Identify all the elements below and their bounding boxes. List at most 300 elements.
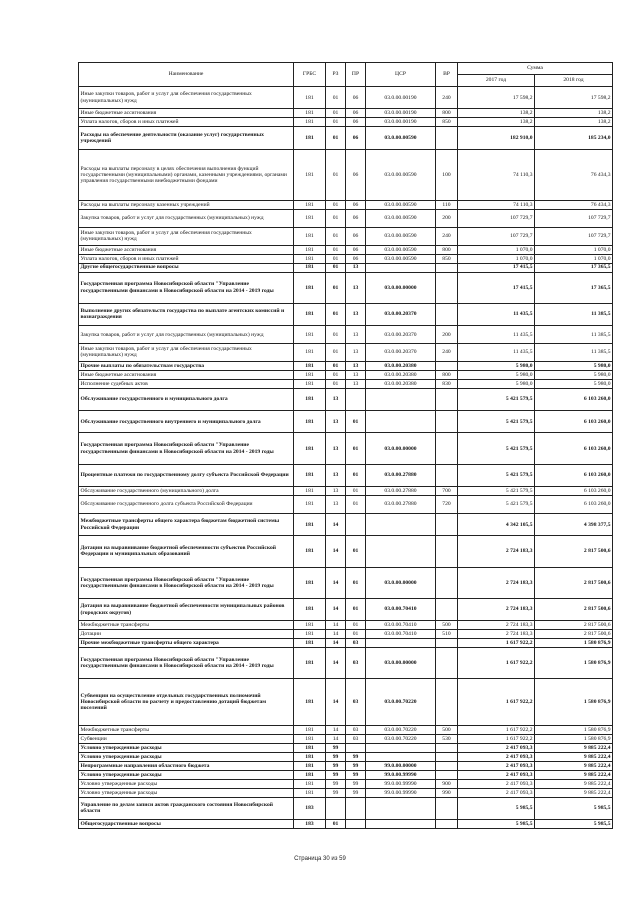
cell-sum-2017: 11 435,5 — [458, 326, 535, 344]
cell-vr: 240 — [436, 227, 458, 245]
cell-sum-2018: 2 817 500,6 — [535, 598, 613, 620]
cell-grbs: 181 — [294, 567, 326, 598]
cell-pr: 06 — [346, 254, 366, 263]
cell-csr: 99.0.00.99990 — [366, 779, 436, 788]
cell-vr: 990 — [436, 788, 458, 797]
cell-sum-2017: 11 435,5 — [458, 303, 535, 325]
cell-vr: 800 — [436, 245, 458, 254]
table-row — [79, 411, 613, 433]
cell-rz: 01 — [326, 379, 346, 388]
cell-csr: 03.0.00.00000 — [366, 567, 436, 598]
table-row — [79, 630, 613, 639]
cell-vr: 500 — [436, 726, 458, 735]
header-rz: РЗ — [326, 63, 346, 87]
table-row — [79, 370, 613, 379]
table-row — [79, 735, 613, 744]
cell-grbs: 181 — [294, 433, 326, 464]
cell-csr: 03.0.00.70410 — [366, 630, 436, 639]
cell-sum-2018: 1 580 876,9 — [535, 648, 613, 679]
cell-rz: 01 — [326, 127, 346, 149]
cell-name: Обслуживание государственного (муниципального) долга — [79, 487, 294, 496]
cell-csr — [366, 513, 436, 535]
cell-grbs: 181 — [294, 679, 326, 726]
cell-grbs: 181 — [294, 744, 326, 753]
cell-sum-2018: 107 729,7 — [535, 209, 613, 227]
cell-vr — [436, 433, 458, 464]
cell-sum-2017: 5 421 579,5 — [458, 411, 535, 433]
cell-sum-2017: 74 110,3 — [458, 149, 535, 200]
cell-rz: 13 — [326, 464, 346, 486]
cell-name: Дотации — [79, 630, 294, 639]
cell-sum-2017: 1 617 922,2 — [458, 726, 535, 735]
cell-pr — [346, 744, 366, 753]
cell-name: Обслуживание государственного внутреннего и муниципального долга — [79, 411, 294, 433]
cell-sum-2018: 2 817 500,6 — [535, 536, 613, 567]
cell-pr: 01 — [346, 630, 366, 639]
cell-pr: 06 — [346, 127, 366, 149]
cell-grbs: 181 — [294, 370, 326, 379]
cell-pr: 06 — [346, 209, 366, 227]
cell-rz: 01 — [326, 149, 346, 200]
table-row — [79, 797, 613, 819]
cell-rz: 01 — [326, 118, 346, 127]
cell-name: Иные бюджетные ассигнования — [79, 370, 294, 379]
cell-vr: 510 — [436, 630, 458, 639]
cell-sum-2018: 9 885 222,4 — [535, 744, 613, 753]
cell-sum-2017: 2 724 183,3 — [458, 621, 535, 630]
cell-vr — [436, 679, 458, 726]
cell-sum-2017: 1 070,0 — [458, 254, 535, 263]
cell-sum-2017: 17 415,5 — [458, 263, 535, 272]
table-row — [79, 201, 613, 210]
cell-rz: 99 — [326, 753, 346, 762]
cell-pr: 03 — [346, 648, 366, 679]
cell-vr: 800 — [436, 109, 458, 118]
cell-sum-2017: 2 724 183,3 — [458, 536, 535, 567]
cell-name: Субвенции — [79, 735, 294, 744]
cell-csr: 03.0.00.00000 — [366, 272, 436, 303]
cell-grbs: 183 — [294, 797, 326, 819]
cell-vr — [436, 820, 458, 829]
cell-sum-2017: 2 417 093,3 — [458, 753, 535, 762]
cell-rz: 13 — [326, 487, 346, 496]
cell-grbs: 181 — [294, 227, 326, 245]
cell-sum-2017: 107 729,7 — [458, 227, 535, 245]
cell-sum-2017: 2 417 093,3 — [458, 788, 535, 797]
cell-pr: 06 — [346, 87, 366, 109]
cell-pr: 13 — [346, 326, 366, 344]
cell-vr: 200 — [436, 326, 458, 344]
cell-grbs: 181 — [294, 254, 326, 263]
cell-grbs: 181 — [294, 630, 326, 639]
cell-sum-2018: 17 365,5 — [535, 272, 613, 303]
cell-rz — [326, 797, 346, 819]
cell-name: Закупка товаров, работ и услуг для государственных (муниципальных) нужд — [79, 326, 294, 344]
cell-pr: 06 — [346, 245, 366, 254]
cell-rz: 01 — [326, 326, 346, 344]
cell-sum-2017: 5 421 579,5 — [458, 464, 535, 486]
cell-pr: 03 — [346, 679, 366, 726]
cell-sum-2018: 5 985,5 — [535, 820, 613, 829]
cell-rz: 14 — [326, 630, 346, 639]
cell-sum-2017: 1 617 922,2 — [458, 735, 535, 744]
cell-vr — [436, 411, 458, 433]
cell-sum-2018: 138,2 — [535, 118, 613, 127]
header-vr: ВР — [436, 63, 458, 87]
cell-rz: 14 — [326, 679, 346, 726]
cell-csr — [366, 263, 436, 272]
cell-vr — [436, 797, 458, 819]
header-year-2018: 2018 год — [535, 75, 613, 87]
cell-sum-2017: 1 617 922,2 — [458, 679, 535, 726]
cell-csr: 03.0.00.70410 — [366, 621, 436, 630]
cell-grbs: 181 — [294, 496, 326, 514]
cell-sum-2018: 9 885 222,4 — [535, 762, 613, 771]
cell-csr: 03.0.00.20370 — [366, 303, 436, 325]
cell-sum-2017: 1 617 922,2 — [458, 639, 535, 648]
cell-grbs: 181 — [294, 272, 326, 303]
cell-vr — [436, 744, 458, 753]
cell-csr: 03.0.00.20380 — [366, 379, 436, 388]
header-name: Наименование — [79, 63, 294, 87]
cell-grbs: 181 — [294, 753, 326, 762]
cell-name: Государственная программа Новосибирской области "Управление государственными финансами в Новосибирской области на 2014 - 2019 годы — [79, 272, 294, 303]
cell-sum-2018: 9 885 222,4 — [535, 788, 613, 797]
cell-name: Уплата налогов, сборов и иных платежей — [79, 118, 294, 127]
cell-pr: 01 — [346, 536, 366, 567]
cell-rz: 01 — [326, 344, 346, 362]
cell-grbs: 181 — [294, 762, 326, 771]
table-row — [79, 326, 613, 344]
cell-vr: 700 — [436, 487, 458, 496]
cell-sum-2018: 6 103 260,0 — [535, 411, 613, 433]
cell-csr: 03.0.00.27880 — [366, 487, 436, 496]
cell-sum-2017: 2 724 183,3 — [458, 567, 535, 598]
cell-csr — [366, 411, 436, 433]
cell-name: Управление по делам записи актов гражданского состояния Новосибирской области — [79, 797, 294, 819]
table-row — [79, 513, 613, 535]
cell-vr: 530 — [436, 735, 458, 744]
table-row — [79, 118, 613, 127]
header-csr: ЦСР — [366, 63, 436, 87]
header-sum: Сумма — [458, 63, 613, 75]
cell-pr — [346, 513, 366, 535]
cell-csr: 03.0.00.20380 — [366, 370, 436, 379]
cell-pr: 99 — [346, 779, 366, 788]
cell-rz: 14 — [326, 726, 346, 735]
cell-csr: 03.0.00.70220 — [366, 735, 436, 744]
cell-csr: 03.0.00.70220 — [366, 726, 436, 735]
cell-rz: 99 — [326, 770, 346, 779]
cell-sum-2018: 5 985,5 — [535, 797, 613, 819]
cell-grbs: 183 — [294, 820, 326, 829]
cell-sum-2018: 6 103 260,0 — [535, 388, 613, 410]
table-row — [79, 227, 613, 245]
table-row — [79, 87, 613, 109]
cell-sum-2017: 107 729,7 — [458, 209, 535, 227]
cell-pr: 13 — [346, 344, 366, 362]
cell-csr: 03.0.00.00190 — [366, 87, 436, 109]
cell-grbs: 181 — [294, 361, 326, 370]
cell-pr: 01 — [346, 487, 366, 496]
cell-rz: 99 — [326, 744, 346, 753]
cell-grbs: 181 — [294, 326, 326, 344]
cell-csr: 03.0.00.00590 — [366, 149, 436, 200]
cell-sum-2018: 4 398 377,5 — [535, 513, 613, 535]
cell-grbs: 181 — [294, 621, 326, 630]
cell-csr: 03.0.00.20370 — [366, 326, 436, 344]
cell-rz: 14 — [326, 621, 346, 630]
cell-grbs: 181 — [294, 598, 326, 620]
cell-csr: 03.0.00.27880 — [366, 496, 436, 514]
cell-grbs: 181 — [294, 118, 326, 127]
table-row — [79, 209, 613, 227]
cell-pr: 01 — [346, 496, 366, 514]
cell-sum-2017: 2 724 183,3 — [458, 598, 535, 620]
cell-rz: 13 — [326, 496, 346, 514]
cell-pr: 13 — [346, 379, 366, 388]
cell-csr: 03.0.00.70220 — [366, 679, 436, 726]
cell-vr — [436, 567, 458, 598]
cell-name: Дотации на выравнивание бюджетной обеспеченности субъектов Российской Федерации и муниципальных образований — [79, 536, 294, 567]
cell-name: Иные бюджетные ассигнования — [79, 245, 294, 254]
cell-sum-2018: 138,2 — [535, 109, 613, 118]
cell-name: Непрограммные направления областного бюджета — [79, 762, 294, 771]
cell-sum-2018: 5 980,0 — [535, 361, 613, 370]
cell-sum-2017: 2 417 093,3 — [458, 762, 535, 771]
cell-name: Прочие выплаты по обязательствам государства — [79, 361, 294, 370]
cell-pr: 99 — [346, 770, 366, 779]
cell-pr: 13 — [346, 272, 366, 303]
cell-sum-2017: 138,2 — [458, 118, 535, 127]
cell-rz: 01 — [326, 87, 346, 109]
cell-vr: 830 — [436, 379, 458, 388]
cell-vr: 720 — [436, 496, 458, 514]
cell-sum-2018: 1 580 876,9 — [535, 735, 613, 744]
cell-vr: 800 — [436, 370, 458, 379]
cell-vr — [436, 536, 458, 567]
cell-name: Другие общегосударственные вопросы — [79, 263, 294, 272]
cell-grbs: 181 — [294, 726, 326, 735]
cell-sum-2017: 138,2 — [458, 109, 535, 118]
cell-rz: 13 — [326, 433, 346, 464]
cell-rz: 14 — [326, 639, 346, 648]
cell-name: Условно утвержденные расходы — [79, 770, 294, 779]
cell-csr: 03.0.00.00000 — [366, 648, 436, 679]
table-row — [79, 744, 613, 753]
cell-sum-2018: 11 385,5 — [535, 326, 613, 344]
cell-grbs: 181 — [294, 513, 326, 535]
cell-vr — [436, 762, 458, 771]
cell-pr — [346, 820, 366, 829]
page-footer: Страница 30 из 59 — [294, 856, 346, 862]
cell-vr — [436, 127, 458, 149]
table-row — [79, 753, 613, 762]
table-row — [79, 621, 613, 630]
cell-sum-2018: 1 070,0 — [535, 245, 613, 254]
table-row — [79, 779, 613, 788]
cell-name: Обслуживание государственного долга субъекта Российской Федерации — [79, 496, 294, 514]
cell-pr: 06 — [346, 149, 366, 200]
cell-sum-2017: 2 724 183,3 — [458, 630, 535, 639]
cell-pr: 13 — [346, 303, 366, 325]
cell-csr: 03.0.00.00590 — [366, 127, 436, 149]
cell-name: Условно утвержденные расходы — [79, 744, 294, 753]
cell-csr: 99.0.00.00000 — [366, 762, 436, 771]
cell-sum-2017: 5 421 579,5 — [458, 388, 535, 410]
cell-pr: 06 — [346, 109, 366, 118]
cell-rz: 14 — [326, 567, 346, 598]
cell-rz: 01 — [326, 227, 346, 245]
cell-sum-2018: 6 103 260,0 — [535, 496, 613, 514]
cell-name: Условно утвержденные расходы — [79, 788, 294, 797]
cell-name: Прочие межбюджетные трансферты общего характера — [79, 639, 294, 648]
cell-name: Общегосударственные вопросы — [79, 820, 294, 829]
table-row — [79, 388, 613, 410]
cell-vr: 900 — [436, 779, 458, 788]
cell-sum-2018: 76 434,3 — [535, 149, 613, 200]
header-pr: ПР — [346, 63, 366, 87]
cell-pr: 03 — [346, 639, 366, 648]
cell-vr — [436, 263, 458, 272]
budget-table — [78, 62, 613, 829]
table-row — [79, 726, 613, 735]
cell-name: Обслуживание государственного и муниципального долга — [79, 388, 294, 410]
cell-sum-2017: 5 421 579,5 — [458, 433, 535, 464]
cell-vr — [436, 388, 458, 410]
cell-grbs: 181 — [294, 109, 326, 118]
table-row — [79, 149, 613, 200]
cell-pr: 01 — [346, 621, 366, 630]
cell-name: Межбюджетные трансферты — [79, 726, 294, 735]
cell-csr — [366, 388, 436, 410]
cell-sum-2017: 74 110,3 — [458, 201, 535, 210]
cell-vr: 850 — [436, 118, 458, 127]
cell-sum-2017: 5 980,0 — [458, 361, 535, 370]
cell-csr: 03.0.00.00190 — [366, 118, 436, 127]
cell-csr: 99.0.00.99990 — [366, 788, 436, 797]
cell-grbs: 181 — [294, 464, 326, 486]
cell-csr — [366, 639, 436, 648]
cell-sum-2017: 17 598,2 — [458, 87, 535, 109]
cell-sum-2018: 9 885 222,4 — [535, 779, 613, 788]
cell-grbs: 181 — [294, 303, 326, 325]
cell-rz: 01 — [326, 201, 346, 210]
cell-csr: 03.0.00.00590 — [366, 227, 436, 245]
cell-vr — [436, 598, 458, 620]
cell-pr: 03 — [346, 735, 366, 744]
cell-pr: 13 — [346, 361, 366, 370]
cell-rz: 99 — [326, 779, 346, 788]
cell-name: Дотация на выравнивание бюджетной обеспеченности муниципальных районов (городских округов) — [79, 598, 294, 620]
cell-grbs: 181 — [294, 388, 326, 410]
cell-grbs: 181 — [294, 87, 326, 109]
cell-csr: 99.0.00.99990 — [366, 770, 436, 779]
cell-name: Расходы на выплаты персоналу в целях обеспечения выполнения функций государственными (муниципальными) органами, казенными учреждениями, органами управления государственными внебюджетными фондами — [79, 149, 294, 200]
cell-sum-2017: 17 415,5 — [458, 272, 535, 303]
cell-name: Иные бюджетные ассигнования — [79, 109, 294, 118]
table-row — [79, 464, 613, 486]
cell-grbs: 181 — [294, 735, 326, 744]
cell-pr: 99 — [346, 788, 366, 797]
table-row — [79, 379, 613, 388]
cell-rz: 01 — [326, 263, 346, 272]
cell-vr — [436, 770, 458, 779]
cell-sum-2017: 2 417 093,3 — [458, 770, 535, 779]
cell-rz: 01 — [326, 303, 346, 325]
cell-sum-2017: 5 985,5 — [458, 797, 535, 819]
cell-grbs: 181 — [294, 344, 326, 362]
cell-grbs: 181 — [294, 411, 326, 433]
cell-sum-2017: 5 980,0 — [458, 379, 535, 388]
cell-pr: 06 — [346, 227, 366, 245]
cell-sum-2018: 1 580 876,9 — [535, 726, 613, 735]
cell-grbs: 181 — [294, 263, 326, 272]
cell-sum-2017: 5 421 579,5 — [458, 496, 535, 514]
cell-vr — [436, 513, 458, 535]
cell-csr: 03.0.00.00590 — [366, 209, 436, 227]
cell-sum-2018: 6 103 260,0 — [535, 487, 613, 496]
cell-rz: 01 — [326, 370, 346, 379]
cell-pr: 99 — [346, 762, 366, 771]
cell-vr — [436, 272, 458, 303]
cell-vr: 850 — [436, 254, 458, 263]
table-row — [79, 567, 613, 598]
cell-grbs: 181 — [294, 536, 326, 567]
table-body — [79, 87, 613, 829]
cell-vr: 500 — [436, 621, 458, 630]
cell-csr: 03.0.00.00590 — [366, 254, 436, 263]
table-row — [79, 433, 613, 464]
cell-name: Процентные платежи по государственному долгу субъекта Российской Федерации — [79, 464, 294, 486]
cell-sum-2018: 11 385,5 — [535, 344, 613, 362]
cell-sum-2017: 4 342 105,5 — [458, 513, 535, 535]
table-row — [79, 820, 613, 829]
cell-grbs: 181 — [294, 779, 326, 788]
cell-sum-2018: 17 365,5 — [535, 263, 613, 272]
cell-sum-2018: 2 817 500,6 — [535, 630, 613, 639]
cell-grbs: 181 — [294, 127, 326, 149]
cell-sum-2018: 2 817 500,6 — [535, 567, 613, 598]
cell-rz: 14 — [326, 598, 346, 620]
cell-rz: 01 — [326, 254, 346, 263]
table-row — [79, 254, 613, 263]
cell-name: Исполнение судебных актов — [79, 379, 294, 388]
cell-rz: 14 — [326, 648, 346, 679]
cell-rz: 13 — [326, 411, 346, 433]
cell-csr: 03.0.00.20370 — [366, 344, 436, 362]
table-row — [79, 245, 613, 254]
cell-sum-2018: 2 817 500,6 — [535, 621, 613, 630]
cell-sum-2018: 5 980,0 — [535, 379, 613, 388]
cell-name: Межбюджетные трансферты — [79, 621, 294, 630]
cell-grbs: 181 — [294, 487, 326, 496]
cell-pr: 01 — [346, 433, 366, 464]
cell-sum-2017: 2 417 093,3 — [458, 744, 535, 753]
cell-rz: 01 — [326, 361, 346, 370]
cell-rz: 13 — [326, 388, 346, 410]
cell-grbs: 181 — [294, 379, 326, 388]
cell-pr: 13 — [346, 263, 366, 272]
cell-vr — [436, 648, 458, 679]
cell-name: Условно утвержденные расходы — [79, 753, 294, 762]
cell-csr — [366, 820, 436, 829]
cell-grbs: 181 — [294, 245, 326, 254]
cell-rz: 14 — [326, 735, 346, 744]
cell-pr: 99 — [346, 753, 366, 762]
cell-rz: 14 — [326, 513, 346, 535]
cell-sum-2018: 5 980,0 — [535, 370, 613, 379]
